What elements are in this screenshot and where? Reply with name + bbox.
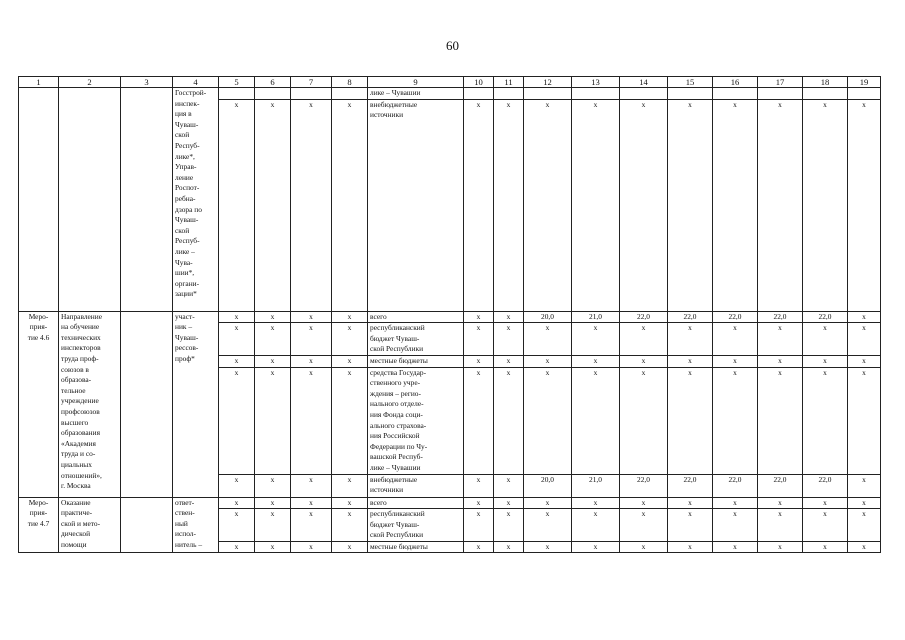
value-cell: x [332,474,368,497]
value-cell: x [464,509,494,542]
continuation-col1 [19,88,59,312]
value-cell: x [291,355,332,367]
continuation-executor-line: инспек- [175,98,200,108]
continuation-executor-line: органи- [175,278,200,288]
value-cell: x [291,323,332,356]
measure-4-6-title-line: союзов в [61,364,89,374]
value-cell: x [255,323,291,356]
value-cell: x [524,541,572,553]
value-cell: x [803,367,848,474]
value-cell: x [219,497,255,509]
value-cell: x [332,99,368,311]
value-cell [464,88,494,100]
column-number: 17 [758,77,803,88]
funding-source [368,541,464,553]
value-cell: x [620,367,668,474]
funding-source-line: источники [370,110,404,120]
value-cell: x [758,99,803,311]
value-cell: x [255,99,291,311]
value-cell: 22,0 [620,474,668,497]
value-cell: x [494,99,524,311]
value-cell: x [332,311,368,323]
value-cell: x [255,497,291,509]
funding-source [368,509,464,542]
value-cell: x [219,474,255,497]
funding-source-line: местные бюджеты [370,541,428,551]
continuation-executor-line: ской [175,225,190,235]
measure-4-7-number [19,497,59,553]
continuation-executor-line: Чува- [175,257,193,267]
value-cell: x [803,99,848,311]
value-cell: x [219,99,255,311]
measure-4-6-title-line: высшего [61,417,89,427]
measure-4-6-title-line: образования [61,428,100,438]
funding-source [368,88,464,100]
continuation-executor-line: Респуб- [175,236,200,246]
value-cell: x [713,323,758,356]
measure-4-6-title-line: инспекторов [61,343,101,353]
value-cell: x [219,367,255,474]
value-cell: x [713,367,758,474]
value-cell: x [758,509,803,542]
column-number: 8 [332,77,368,88]
measure-4-7-row [19,497,881,509]
value-cell: x [291,497,332,509]
value-cell: x [803,509,848,542]
column-number: 3 [121,77,173,88]
measure-4-6-executor-line: участ- [175,311,195,321]
value-cell: x [668,509,713,542]
value-cell: 22,0 [803,311,848,323]
measure-4-6-executor-line: проф* [175,353,195,363]
column-number: 4 [173,77,219,88]
value-cell: x [291,99,332,311]
value-cell: x [524,355,572,367]
value-cell: x [758,497,803,509]
value-cell: x [848,99,881,311]
value-cell: 22,0 [803,474,848,497]
column-number: 7 [291,77,332,88]
measure-4-6-title-line: образова- [61,375,92,385]
measure-4-7-executor [173,497,219,553]
measure-4-7-executor-line: ствен- [175,508,195,518]
value-cell: x [464,541,494,553]
continuation-executor-line: ской [175,130,190,140]
measure-4-7-title [59,497,121,553]
measure-4-7-title-line: ской и мето- [61,518,101,528]
value-cell: x [524,99,572,311]
value-cell: x [464,323,494,356]
value-cell: x [713,497,758,509]
measure-4-6-title-line: циальных [61,459,92,469]
value-cell: x [668,355,713,367]
measure-4-6-title-line: учреждение [61,396,99,406]
value-cell: x [332,323,368,356]
value-cell: 20,0 [524,311,572,323]
value-cell [572,88,620,100]
measure-4-6-executor-line: Чуваш- [175,332,199,342]
value-cell [332,88,368,100]
continuation-executor-line: ление [175,172,194,182]
column-number: 18 [803,77,848,88]
column-number: 13 [572,77,620,88]
funding-source-line: всего [370,497,387,507]
measure-4-7-number-line: прия- [29,508,48,518]
value-cell: x [291,541,332,553]
measure-4-7-number-line: Меро- [28,497,49,507]
value-cell [713,88,758,100]
value-cell: x [713,509,758,542]
value-cell: x [219,311,255,323]
budget-table [18,76,881,553]
value-cell: x [332,497,368,509]
measure-4-6-title-line: тельное [61,385,86,395]
value-cell [668,88,713,100]
continuation-executor-line: Чуваш- [175,119,199,129]
funding-source-line: ального страхова- [370,420,427,430]
value-cell [255,88,291,100]
column-number: 9 [368,77,464,88]
value-cell: x [524,509,572,542]
continuation-executor-line: ция в [175,109,192,119]
value-cell: x [572,509,620,542]
value-cell: x [803,497,848,509]
value-cell [620,88,668,100]
value-cell: x [758,355,803,367]
value-cell: x [219,323,255,356]
measure-4-7-executor-line: ответ- [175,497,195,507]
measure-4-6-title [59,311,121,497]
funding-source-line: внебюджетные [370,474,418,484]
column-number: 1 [19,77,59,88]
value-cell: 22,0 [713,311,758,323]
measure-4-6-number-line: тие 4.6 [27,332,50,342]
value-cell: x [494,509,524,542]
funding-source-line: источники [370,485,404,495]
value-cell: 22,0 [668,311,713,323]
value-cell: x [291,367,332,474]
value-cell: x [848,355,881,367]
value-cell: x [668,323,713,356]
value-cell: x [464,497,494,509]
measure-4-6-row [19,311,881,323]
value-cell: x [255,509,291,542]
funding-source-line: местные бюджеты [370,355,428,365]
value-cell: x [848,541,881,553]
measure-4-6-title-line: г. Москва [61,481,91,491]
column-number: 5 [219,77,255,88]
value-cell: x [713,355,758,367]
funding-source [368,474,464,497]
measure-4-7-title-line: помощи [61,539,87,549]
value-cell [219,88,255,100]
funding-source [368,497,464,509]
column-number: 2 [59,77,121,88]
funding-source-line: республиканский [370,323,425,333]
value-cell: x [464,99,494,311]
measure-4-6-number-line: Меро- [28,311,49,321]
column-number: 10 [464,77,494,88]
value-cell [494,88,524,100]
funding-source-line: ской Республики [370,530,424,540]
value-cell: x [332,367,368,474]
measure-4-7-executor-line: нитель – [175,539,203,549]
measure-4-6-executor [173,311,219,497]
value-cell: x [494,541,524,553]
value-cell: x [620,541,668,553]
measure-4-6-title-line: труда проф- [61,353,99,363]
measure-4-7-number-line: тие 4.7 [27,518,50,528]
value-cell: x [494,367,524,474]
funding-source [368,99,464,311]
column-number: 16 [713,77,758,88]
continuation-row [19,88,881,100]
measure-4-6-title-line: труда и со- [61,449,96,459]
continuation-executor-line: лике – [175,246,195,256]
continuation-col2 [59,88,121,312]
continuation-executor-line: Госстрой- [175,88,207,97]
measure-4-6-col3 [121,311,173,497]
value-cell: x [803,355,848,367]
value-cell: x [524,497,572,509]
continuation-executor [173,88,219,312]
funding-source [368,355,464,367]
value-cell: x [494,474,524,497]
measure-4-6-title-line: «Академия [61,438,96,448]
continuation-executor-line: Управ- [175,162,197,172]
value-cell: x [572,99,620,311]
funding-source-line: вашской Респуб- [370,452,423,462]
value-cell: x [494,355,524,367]
value-cell: x [219,355,255,367]
value-cell: 22,0 [713,474,758,497]
funding-source-line: ждения – регио- [370,388,421,398]
measure-4-6-title-line: на обучение [61,322,100,332]
value-cell: x [255,367,291,474]
page-number: 60 [446,38,459,53]
measure-4-7-executor-line: испол- [175,529,196,539]
continuation-col3 [121,88,173,312]
value-cell: x [848,323,881,356]
funding-source-line: бюджет Чуваш- [370,519,420,529]
continuation-executor-line: зации* [175,289,197,299]
funding-source [368,323,464,356]
value-cell [848,88,881,100]
value-cell: x [668,497,713,509]
funding-source-line: ния Фонда соци- [370,409,423,419]
measure-4-6-title-line: Направление [61,311,103,321]
continuation-executor-line: ребна- [175,193,196,203]
value-cell: x [848,509,881,542]
value-cell: x [291,311,332,323]
funding-source-line: лике – Чувашии [370,462,421,472]
value-cell: x [758,367,803,474]
value-cell: x [620,323,668,356]
value-cell: x [494,311,524,323]
funding-source-line: Федерации по Чу- [370,441,428,451]
continuation-executor-line: дзора по [175,204,202,214]
funding-source-line: ния Российской [370,431,420,441]
funding-source-line: нального отделе- [370,399,424,409]
value-cell: x [524,367,572,474]
continuation-executor-line: лике*, [175,151,195,161]
value-cell: x [572,541,620,553]
value-cell: x [572,367,620,474]
value-cell: x [572,323,620,356]
value-cell: x [620,355,668,367]
measure-4-6-executor-line: ник – [175,322,193,332]
value-cell: 22,0 [758,474,803,497]
column-number: 15 [668,77,713,88]
value-cell [291,88,332,100]
value-cell: x [524,323,572,356]
funding-source-line: внебюджетные [370,99,418,109]
measure-4-7-col3 [121,497,173,553]
value-cell: x [332,541,368,553]
value-cell: x [332,355,368,367]
value-cell: x [255,355,291,367]
funding-source [368,367,464,474]
measure-4-6-number-line: прия- [29,322,48,332]
value-cell: x [758,541,803,553]
value-cell: x [255,541,291,553]
value-cell [524,88,572,100]
funding-source-line: республиканский [370,509,425,519]
value-cell: x [494,323,524,356]
value-cell: x [255,474,291,497]
value-cell: x [255,311,291,323]
measure-4-7-title-line: Оказание [61,497,91,507]
value-cell: x [464,367,494,474]
continuation-executor-line: Роспот- [175,183,200,193]
value-cell: x [668,541,713,553]
value-cell: x [572,355,620,367]
value-cell: x [464,355,494,367]
column-number: 6 [255,77,291,88]
value-cell: x [494,497,524,509]
value-cell: 22,0 [620,311,668,323]
measure-4-6-title-line: технических [61,332,101,342]
funding-source [368,311,464,323]
value-cell: x [668,99,713,311]
value-cell: x [848,474,881,497]
value-cell: x [848,497,881,509]
funding-source-line: лике – Чувашии [370,88,421,97]
continuation-executor-line: Респуб- [175,140,200,150]
value-cell: x [668,367,713,474]
value-cell: x [803,541,848,553]
value-cell: 20,0 [524,474,572,497]
measure-4-6-executor-line: рессов- [175,343,199,353]
value-cell: x [219,541,255,553]
value-cell: x [464,474,494,497]
value-cell: x [803,323,848,356]
value-cell: x [713,99,758,311]
value-cell: 22,0 [668,474,713,497]
value-cell: x [291,474,332,497]
funding-source-line: ской Республики [370,344,424,354]
continuation-executor-line: шии*, [175,268,195,278]
measure-4-6-title-line: отношений», [61,470,102,480]
column-number: 14 [620,77,668,88]
funding-source-line: средства Государ- [370,367,427,377]
column-number: 12 [524,77,572,88]
value-cell: x [332,509,368,542]
value-cell: 21,0 [572,474,620,497]
measure-4-7-executor-line: ный [175,518,188,528]
value-cell: x [219,509,255,542]
value-cell: x [848,367,881,474]
column-number: 19 [848,77,881,88]
value-cell: 21,0 [572,311,620,323]
value-cell: x [464,311,494,323]
value-cell: x [713,541,758,553]
value-cell [758,88,803,100]
value-cell: x [291,509,332,542]
funding-source-line: ственного учре- [370,378,421,388]
measure-4-6-number [19,311,59,497]
header-row [19,77,881,88]
value-cell: 22,0 [758,311,803,323]
measure-4-6-title-line: профсоюзов [61,406,100,416]
value-cell [803,88,848,100]
value-cell: x [620,99,668,311]
value-cell: x [758,323,803,356]
funding-source-line: всего [370,311,387,321]
value-cell: x [620,497,668,509]
measure-4-7-title-line: дической [61,529,91,539]
funding-source-line: бюджет Чуваш- [370,333,420,343]
column-number: 11 [494,77,524,88]
value-cell: x [848,311,881,323]
value-cell: x [620,509,668,542]
continuation-executor-line: Чуваш- [175,215,199,225]
measure-4-7-title-line: практиче- [61,508,93,518]
value-cell: x [572,497,620,509]
